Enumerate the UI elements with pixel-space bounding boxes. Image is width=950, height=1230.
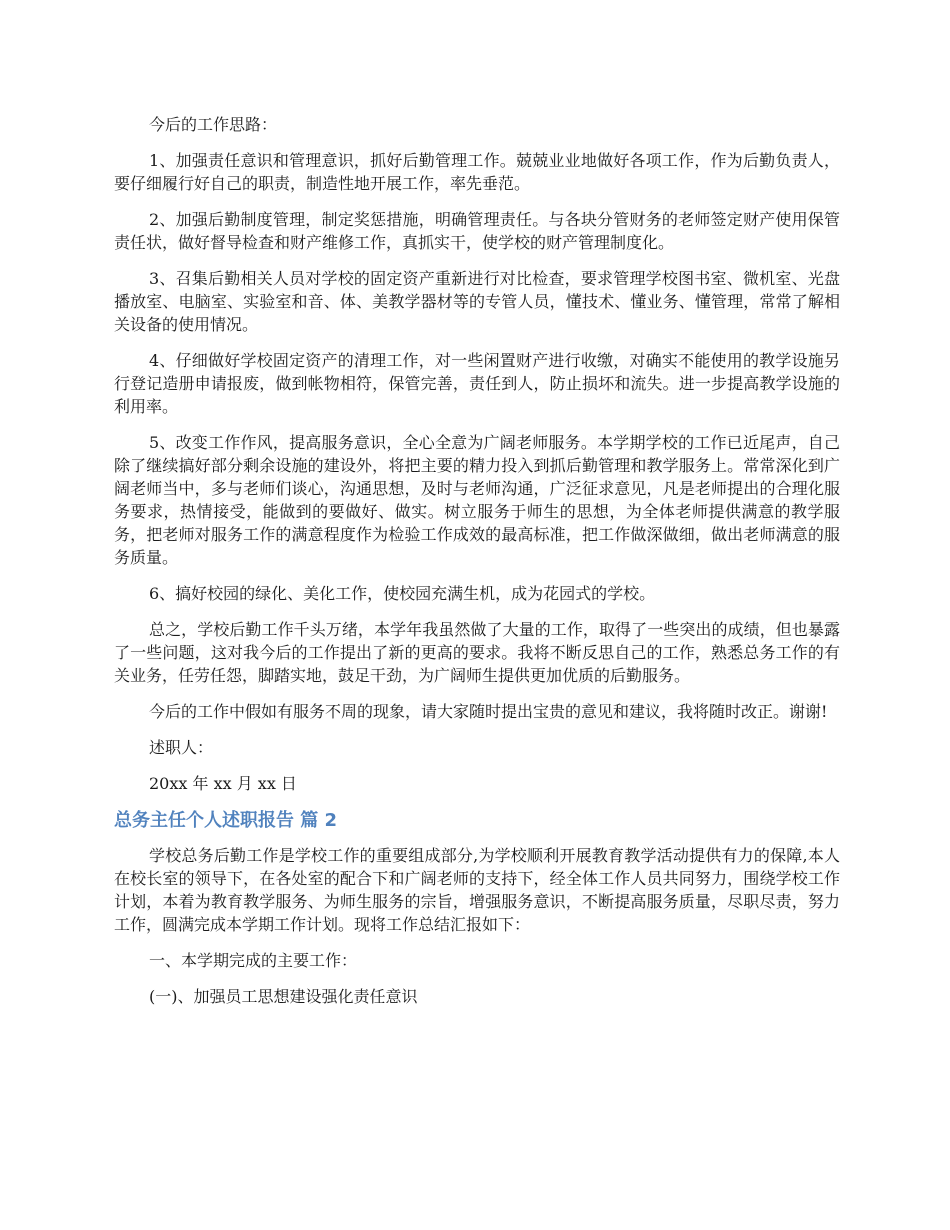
paragraph-item-5: 5、改变工作作风，提高服务意识，全心全意为广阔老师服务。本学期学校的工作已近尾声，自己除了继续搞好部分剩余设施的建设外，将把主要的精力投入到抓后勤管理和教学服务上。常常深化到广阔老师当中，多与老师们谈心，沟通思想，及时与老师沟通，广泛征求意见，凡是老师提出的合理化服务要求，热情接受，能做到的要做好、做实。树立服务于师生的思想，为全体老师提供满意的教学服务，把老师对服务工作的满意程度作为检验工作成效的最高标准，把工作做深做细，做出老师满意的服务质量。 xyxy=(114,433,840,567)
paragraph-item-6: 6、搞好校园的绿化、美化工作，使校园充满生机，成为花园式的学校。 xyxy=(149,584,656,603)
paragraph-item-3: 3、召集后勤相关人员对学校的固定资产重新进行对比检查，要求管理学校图书室、微机室、光盘播放室、电脑室、实验室和音、体、美教学器材等的专管人员，懂技术、懂业务、懂管理，常常了解相关设备的使用情况。 xyxy=(114,269,840,334)
paragraph-subheading-1: (一)、加强员工思想建设强化责任意识 xyxy=(149,987,418,1006)
section-heading: 总务主任个人述职报告 篇 2 xyxy=(114,810,338,831)
paragraph-closing: 今后的工作中假如有服务不周的现象，请大家随时提出宝贵的意见和建议，我将随时改正。谢谢! xyxy=(149,702,828,721)
paragraph-item-1: 1、加强责任意识和管理意识，抓好后勤管理工作。兢兢业业地做好各项工作，作为后勤负责人，要仔细履行好自己的职责，制造性地开展工作，率先垂范。 xyxy=(114,151,840,193)
paragraph-item-4: 4、仔细做好学校固定资产的清理工作，对一些闲置财产进行收缴，对确实不能使用的教学设施另行登记造册申请报废，做到帐物相符，保管完善，责任到人，防止损坏和流失。进一步提高教学设施的利用率。 xyxy=(114,351,840,416)
paragraph-report2-intro: 学校总务后勤工作是学校工作的重要组成部分,为学校顺利开展教育教学活动提供有力的保障,本人在校长室的领导下，在各处室的配合下和广阔老师的支持下，经全体工作人员共同努力，围绕学校工作计划，本着为教育教学服务、为师生服务的宗旨，增强服务意识，不断提高服务质量，尽职尽责，努力工作，圆满完成本学期工作计划。现将工作总结汇报如下： xyxy=(114,846,840,934)
signature-label: 述职人： xyxy=(149,738,214,757)
paragraph-work-heading: 一、本学期完成的主要工作： xyxy=(149,951,358,970)
document-page xyxy=(114,113,840,1021)
paragraph-item-2: 2、加强后勤制度管理，制定奖惩措施，明确管理责任。与各块分管财务的老师签定财产使用保管责任状，做好督导检查和财产维修工作，真抓实干，使学校的财产管理制度化。 xyxy=(114,210,840,252)
paragraph-thoughts-intro: 今后的工作思路： xyxy=(149,115,278,134)
paragraph-summary: 总之，学校后勤工作千头万绪，本学年我虽然做了大量的工作，取得了一些突出的成绩，但也暴露了一些问题，这对我今后的工作提出了新的更高的要求。我将不断反思自己的工作，熟悉总务工作的有关业务，任劳任怨，脚踏实地，鼓足干劲，为广阔师生提供更加优质的后勤服务。 xyxy=(114,620,840,685)
signature-date: 20xx 年 xx 月 xx 日 xyxy=(149,774,297,793)
